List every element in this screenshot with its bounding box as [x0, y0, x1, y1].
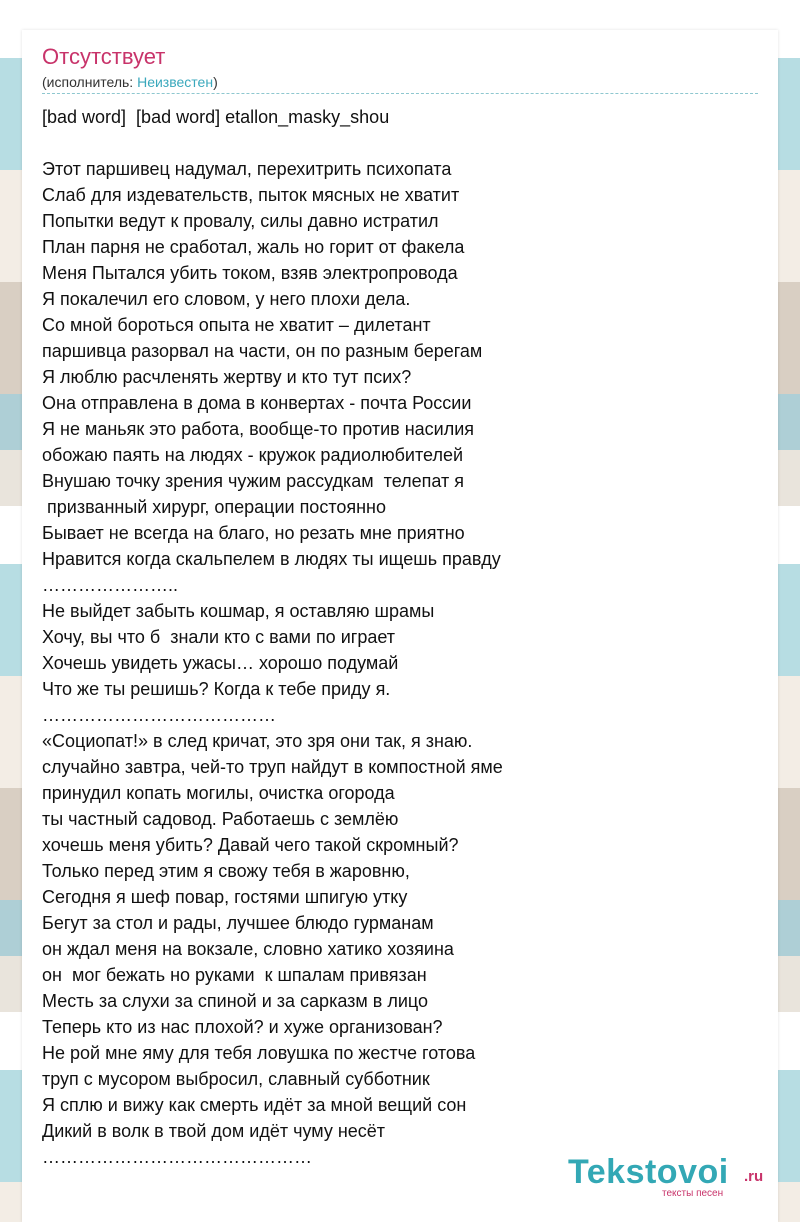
- lyric-line: паршивца разорвал на части, он по разным берегам: [42, 341, 483, 361]
- artist-line: [42, 73, 218, 91]
- lyric-line: Слаб для издевательств, пыток мясных не хватит: [42, 185, 460, 205]
- song-title: Отсутствует: [42, 44, 166, 69]
- lyric-line: …………………………………: [42, 705, 276, 725]
- lyric-line: План парня не сработал, жаль но горит от факела: [42, 237, 465, 257]
- lyric-line: Я люблю расчленять жертву и кто тут псих?: [42, 367, 412, 387]
- artist-link[interactable]: Неизвестен: [137, 74, 214, 90]
- lyric-line: Нравится когда скальпелем в людях ты ищешь правду: [42, 549, 501, 569]
- lyric-line: Я не маньяк это работа, вообще-то против насилия: [42, 419, 475, 439]
- lyric-line: Меня Пытался убить током, взяв электропровода: [42, 263, 458, 283]
- lyric-line: Только перед этим я свожу тебя в жаровню,: [42, 861, 410, 881]
- lyrics-text: [42, 104, 762, 1170]
- lyric-line: Со мной бороться опыта не хватит – дилетант: [42, 315, 431, 335]
- artist-prefix: (исполнитель:: [42, 74, 138, 90]
- lyric-line: «Социопат!» в след кричат, это зря они так, я знаю.: [42, 731, 473, 751]
- lyric-line: Сегодня я шеф повар, гостями шпигую утку: [42, 887, 408, 907]
- lyric-line: обожаю паять на людях - кружок радиолюбителей: [42, 445, 464, 465]
- lyric-line: принудил копать могилы, очистка огорода: [42, 783, 395, 803]
- lyrics-card: [22, 30, 778, 1222]
- lyric-line: ты частный садовод. Работаешь с землёю: [42, 809, 399, 829]
- lyric-line: Хочу, вы что б знали кто с вами по играет: [42, 627, 395, 647]
- site-logo[interactable]: [568, 1152, 778, 1204]
- lyric-line: Я сплю и вижу как смерть идёт за мной вещий сон: [42, 1095, 467, 1115]
- title-divider: [42, 93, 758, 94]
- lyric-line: Этот паршивец надумал, перехитрить психопата: [42, 159, 452, 179]
- logo-wordmark: Tekstovoi: [568, 1153, 729, 1191]
- lyric-line: случайно завтра, чей-то труп найдут в компостной яме: [42, 757, 503, 777]
- logo-tld: .ru: [744, 1168, 764, 1185]
- lyric-line: [bad word] [bad word] etallon_masky_shou: [42, 107, 390, 127]
- lyric-line: Она отправлена в дома в конвертах - почта России: [42, 393, 472, 413]
- lyric-line: Хочешь увидеть ужасы… хорошо подумай: [42, 653, 399, 673]
- lyric-line: Я покалечил его словом, у него плохи дела.: [42, 289, 411, 309]
- lyric-line: труп с мусором выбросил, славный субботник: [42, 1069, 430, 1089]
- lyric-line: призванный хирург, операции постоянно: [42, 497, 387, 517]
- lyric-line: Теперь кто из нас плохой? и хуже организован?: [42, 1017, 443, 1037]
- lyric-line: Что же ты решишь? Когда к тебе приду я.: [42, 679, 391, 699]
- artist-suffix: ): [213, 74, 218, 90]
- lyric-line: …………………..: [42, 575, 179, 595]
- lyric-line: Не выйдет забыть кошмар, я оставляю шрамы: [42, 601, 435, 621]
- logo-tagline: тексты песен: [662, 1188, 724, 1199]
- lyric-line: [42, 130, 762, 156]
- lyric-line: Попытки ведут к провалу, силы давно истратил: [42, 211, 439, 231]
- lyric-line: Внушаю точку зрения чужим рассудкам телепат я: [42, 471, 464, 491]
- lyric-line: он мог бежать но руками к шпалам привязан: [42, 965, 427, 985]
- lyric-line: Бегут за стол и рады, лучшее блюдо гурманам: [42, 913, 434, 933]
- lyric-line: хочешь меня убить? Давай чего такой скромный?: [42, 835, 459, 855]
- lyric-line: Дикий в волк в твой дом идёт чуму несёт: [42, 1121, 386, 1141]
- lyric-line: Бывает не всегда на благо, но резать мне приятно: [42, 523, 465, 543]
- lyric-line: Не рой мне яму для тебя ловушка по жестче готова: [42, 1043, 476, 1063]
- lyric-line: он ждал меня на вокзале, словно хатико хозяина: [42, 939, 454, 959]
- lyric-line: ………………………………………: [42, 1147, 312, 1167]
- lyric-line: Месть за слухи за спиной и за сарказм в лицо: [42, 991, 429, 1011]
